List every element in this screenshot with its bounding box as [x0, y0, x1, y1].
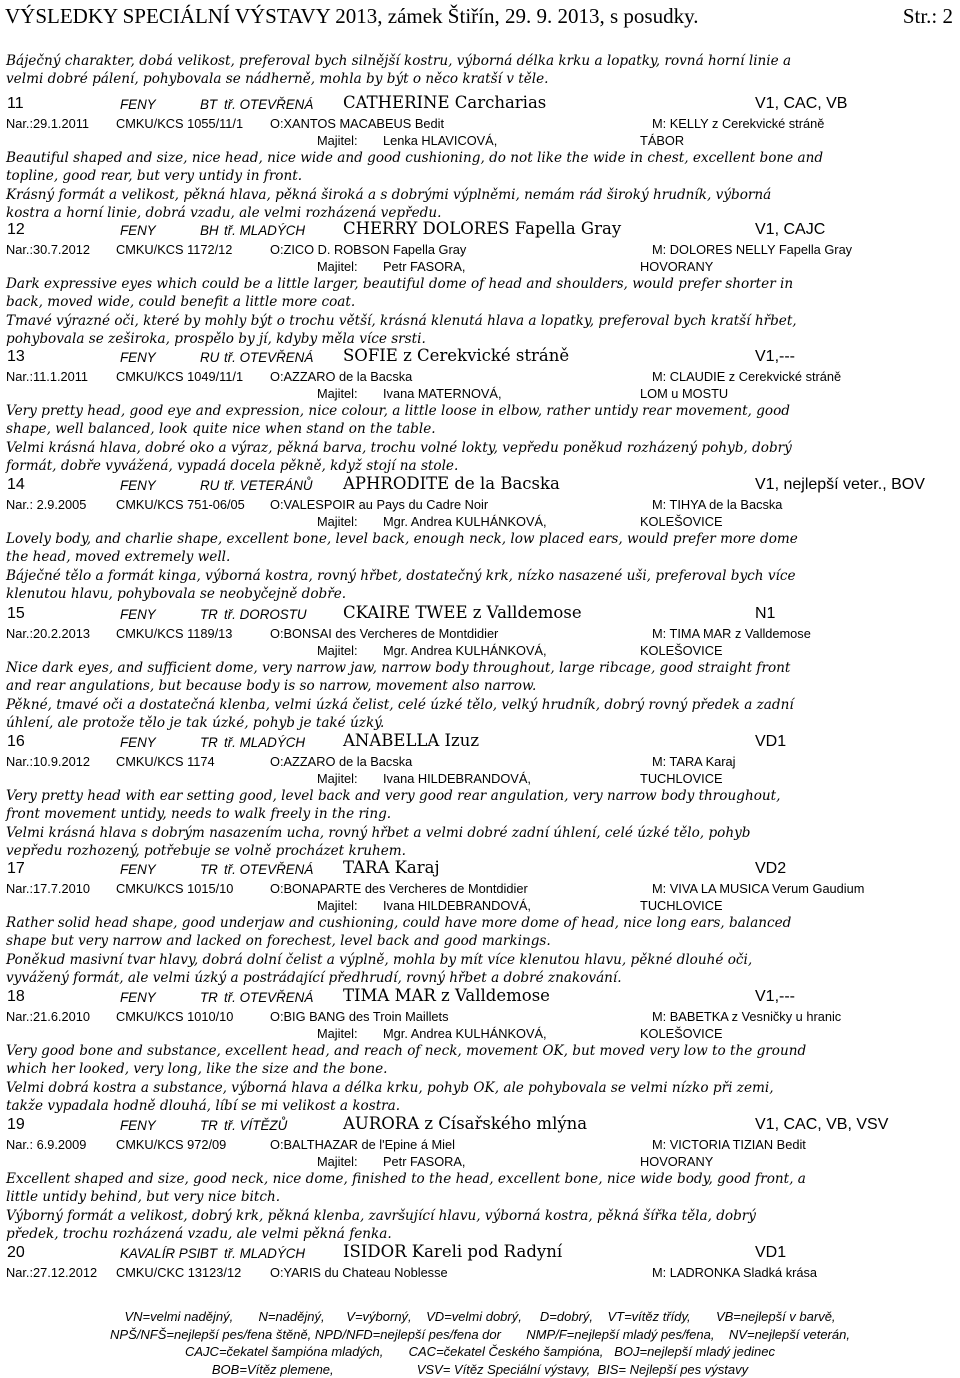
dam-name: M: TARA Karaj	[652, 754, 736, 769]
judge-critique	[6, 914, 956, 988]
birth-date: Nar.:29.1.2011	[6, 116, 90, 131]
birth-date: Nar.:17.7.2010	[6, 881, 90, 896]
critique-line: Excellent shaped and size, good neck, nice dome, finished to the head, excellent bone, nice wide body, good front, a	[6, 1171, 806, 1187]
registration-number: CMKU/KCS 1049/11/1	[116, 369, 244, 384]
dam-name: M: LADRONKA Sladká krása	[652, 1265, 817, 1280]
result-label: V1,---	[755, 988, 795, 1005]
critique-line: Lovely body, and charlie shape, excellent bone, level back, enough neck, low placed ears, would prefer more dome	[6, 531, 798, 547]
owner-name: Ivana MATERNOVÁ,	[383, 386, 502, 401]
birth-date: Nar.:21.6.2010	[6, 1009, 90, 1024]
result-label: V1, CAC, VB	[755, 95, 848, 112]
pedigree-row	[0, 1263, 960, 1283]
registration-number: CMKU/KCS 751-06/05	[116, 497, 245, 512]
critique-line: Very good bone and substance, excellent head, and reach of neck, movement OK, but moved very low to the ground	[6, 1043, 807, 1059]
owner-label: Majitel:	[317, 133, 358, 148]
sex-label: FENY	[120, 223, 156, 238]
entry-heading	[0, 219, 960, 242]
dog-name: CHERRY DOLORES Fapella Gray	[343, 219, 622, 238]
birth-date: Nar.:11.1.2011	[6, 369, 89, 384]
critique-line: topline, good rear, but very untidy in front.	[6, 168, 303, 185]
color-code: RU	[200, 478, 220, 493]
judge-critique	[6, 275, 956, 349]
dam-name: M: TIMA MAR z Valldemose	[652, 626, 811, 641]
catalog-number: 15	[7, 605, 25, 622]
dog-name: SOFIE z Cerekvické stráně	[343, 346, 570, 365]
result-label: VD1	[755, 733, 787, 750]
judge-critique	[6, 402, 956, 476]
owner-name: Lenka HLAVICOVÁ,	[383, 133, 498, 148]
birth-date: Nar.: 6.9.2009	[6, 1137, 87, 1152]
owner-place: KOLEŠOVICE	[640, 514, 723, 529]
legend-line: BOB=Vítěz plemene, VSV= Vítěz Speciální výstavy, BIS= Nejlepší pes výstavy	[211, 1361, 749, 1377]
sex-label: FENY	[120, 478, 156, 493]
critique-line: kostra a horní linie, dobrá vzadu, ale velmi rozházená vepředu.	[6, 205, 442, 222]
critique-line: klenutou hlavu, pohybovala se neobyčejně dobře.	[6, 586, 347, 603]
legend-line: VN=velmi nadějný, N=nadějný, V=výborný, VD=velmi dobrý, D=dobrý, VT=vítěz třídy, VB=nejlepší v barvě,	[124, 1309, 836, 1324]
registration-number: CMKU/KCS 1174	[116, 754, 215, 769]
registration-number: CMKU/CKC 13123/12	[116, 1265, 242, 1280]
owner-row	[0, 257, 960, 277]
critique-line: předek, trochu rozházená vzadu, ale velmi pěkná fenka.	[6, 1226, 392, 1243]
page-header	[5, 4, 953, 30]
color-code: BT	[200, 97, 218, 112]
owner-label: Majitel:	[317, 1154, 358, 1169]
registration-number: CMKU/KCS 1055/11/1	[116, 116, 244, 131]
owner-place: KOLEŠOVICE	[640, 643, 723, 658]
dog-name: ANABELLA Izuz	[343, 731, 480, 750]
critique-line: Poněkud masivní tvar hlavy, dobrá dolní čelist a výplně, mohla by mít více klenutou hlavu, pěkné dlouhé oči,	[6, 951, 753, 968]
sire-name: O:ZICO D. ROBSON Fapella Gray	[270, 242, 467, 257]
birth-date: Nar.:20.2.2013	[6, 626, 90, 641]
sire-name: O:XANTOS MACABEUS Bedit	[270, 116, 444, 131]
critique-line: Beautiful shaped and size, nice head, nice wide and good cushioning, do not like the wide in chest, excellent bone and	[6, 150, 824, 166]
page-number: Str.: 2	[902, 4, 953, 28]
sire-name: O:BIG BANG des Troin Maillets	[270, 1009, 449, 1024]
catalog-number: 12	[7, 221, 25, 238]
dog-name: TIMA MAR z Valldemose	[343, 986, 550, 1005]
sex-label: KAVALÍR PSI	[120, 1246, 201, 1261]
critique-line: Báječné tělo a formát kinga, výborná kostra, rovný hřbet, dostatečný krk, nízko nasazené uši, preferoval bych více	[6, 567, 796, 584]
registration-number: CMKU/KCS 1015/10	[116, 881, 234, 896]
critique-line: Velmi krásná hlava s dobrým nasazením ucha, rovný hřbet a velmi dobré zadní úhlení, celé úzké tělo, pohyb	[6, 824, 751, 841]
owner-label: Majitel:	[317, 898, 358, 913]
sire-name: O:VALESPOIR au Pays du Cadre Noir	[270, 497, 489, 512]
judge-critique	[6, 787, 956, 861]
class-label: tř. DOROSTU	[224, 607, 307, 622]
result-label: VD1	[755, 1244, 787, 1261]
critique-line: Dark expressive eyes which could be a little larger, beautiful dome of head and shoulders, would prefer shorter in	[6, 276, 794, 292]
sire-name: O:AZZARO de la Bacska	[270, 754, 413, 769]
sire-name: O:BONSAI des Vercheres de Montdidier	[270, 626, 499, 641]
color-code: TR	[200, 607, 218, 622]
entry-heading	[0, 93, 960, 116]
sex-label: FENY	[120, 607, 156, 622]
critique-line: back, moved wide, could benefit a little more coat.	[6, 294, 356, 311]
legend	[0, 1308, 960, 1378]
judge-critique	[6, 530, 956, 604]
owner-place: TUCHLOVICE	[640, 898, 723, 913]
critique-line: takže vypadala hodně dlouhá, líbí se mi velikost a kostra.	[6, 1098, 401, 1115]
critique-line: Krásný formát a velikost, pěkná hlava, pěkná široká a s dobrými výplněmi, nemám rád široký hrudník, výborná	[6, 186, 772, 203]
sex-label: FENY	[120, 862, 156, 877]
judge-critique	[6, 659, 956, 733]
entry-heading	[0, 603, 960, 626]
catalog-number: 17	[7, 860, 25, 877]
critique-line: Báječný charakter, dobá velikost, preferoval bych silnější kostru, výborná délka krku a lopatky, rovná horní linie a	[6, 53, 792, 69]
dam-name: M: VICTORIA TIZIAN Bedit	[652, 1137, 806, 1152]
result-label: V1, CAJC	[755, 221, 826, 238]
registration-number: CMKU/KCS 1189/13	[116, 626, 233, 641]
critique-line: Pěkné, tmavé oči a dostatečná klenba, velmi úzká čelist, celé úzké tělo, velký hrudník, dobrý rovný předek a zadní	[6, 696, 794, 713]
sex-label: FENY	[120, 1118, 156, 1133]
critique-line: Nice dark eyes, and sufficient dome, very narrow jaw, narrow body throughout, large ribcage, good straight front	[6, 660, 791, 676]
result-label: VD2	[755, 860, 787, 877]
result-label: V1, nejlepší veter., BOV	[755, 476, 925, 493]
sire-name: O:BONAPARTE des Vercheres de Montdidier	[270, 881, 528, 896]
owner-place: KOLEŠOVICE	[640, 1026, 723, 1041]
critique-line: Very pretty head with ear setting good, level back and very good rear angulation, very narrow body throughout,	[6, 788, 781, 804]
catalog-number: 20	[7, 1244, 25, 1261]
critique-line: the head, moved extremely well.	[6, 549, 231, 566]
critique-line: shape, well balanced, look quite nice when stand on the table.	[6, 421, 436, 438]
result-label: V1,---	[755, 348, 795, 365]
owner-label: Majitel:	[317, 771, 358, 786]
owner-name: Mgr. Andrea KULHÁNKOVÁ,	[383, 1026, 547, 1041]
class-label: tř. OTEVŘENÁ	[224, 862, 314, 877]
entry-heading	[0, 346, 960, 369]
critique-line: pohybovala se zeširoka, prospělo by jí, kdyby měla více srsti.	[6, 331, 426, 348]
sex-label: FENY	[120, 990, 156, 1005]
owner-place: LOM u MOSTU	[640, 386, 729, 401]
critique-line: formát, dobře vyvážená, vypadá docela pěkně, když stojí na stole.	[6, 458, 459, 475]
result-label: V1, CAC, VB, VSV	[755, 1116, 889, 1133]
owner-place: TUCHLOVICE	[640, 771, 723, 786]
dog-name: ISIDOR Kareli pod Radyní	[343, 1242, 563, 1261]
sire-name: O:AZZARO de la Bacska	[270, 369, 413, 384]
owner-row	[0, 1152, 960, 1172]
birth-date: Nar.:27.12.2012	[6, 1265, 98, 1280]
critique-line: and rear angulations, but because body is so narrow, movement also narrow.	[6, 678, 537, 695]
catalog-number: 14	[7, 476, 25, 493]
critique-line: Výborný formát a velikost, dobrý krk, pěkná klenba, završující hlavu, výborná kostra, pěkná šířka těla, dobrý	[6, 1207, 756, 1224]
critique-line: little untidy behind, but very nice bitch.	[6, 1189, 281, 1206]
color-code: TR	[200, 735, 218, 750]
owner-row	[0, 384, 960, 404]
owner-name: Ivana HILDEBRANDOVÁ,	[383, 898, 531, 913]
sex-label: FENY	[120, 97, 156, 112]
critique-line: vyvážený formát, ale velmi úzký a postrádající předhrudí, rovný hřbet a dobré znakování.	[6, 970, 622, 987]
entry-heading	[0, 474, 960, 497]
catalog-number: 13	[7, 348, 25, 365]
class-label: tř. VÍTĚZŮ	[224, 1118, 288, 1133]
owner-name: Mgr. Andrea KULHÁNKOVÁ,	[383, 514, 547, 529]
legend-line: CAJC=čekatel šampióna mladých, CAC=čekatel Českého šampióna, BOJ=nejlepší mladý jedinec	[185, 1344, 775, 1359]
dog-name: CKAIRE TWEE z Valldemose	[343, 603, 582, 622]
owner-row	[0, 512, 960, 532]
catalog-number: 16	[7, 733, 25, 750]
owner-label: Majitel:	[317, 1026, 358, 1041]
dog-name: CATHERINE Carcharias	[343, 93, 547, 112]
page-title: VÝSLEDKY SPECIÁLNÍ VÝSTAVY 2013, zámek Štiřín, 29. 9. 2013, s posudky.	[5, 4, 699, 28]
entry-heading	[0, 731, 960, 754]
color-code: TR	[200, 862, 218, 877]
critique-line: which her looked, very long, like the size and the bone.	[6, 1061, 388, 1078]
class-label: tř. OTEVŘENÁ	[224, 990, 314, 1005]
critique-line: Velmi krásná hlava, dobré oko a výraz, pěkná barva, trochu volné lokty, vepředu poněkud rozházený pohyb, dobrý	[6, 439, 792, 456]
critique-line: front movement untidy, needs to walk freely in the ring.	[6, 806, 392, 823]
owner-name: Petr FASORA,	[383, 259, 466, 274]
critique-line: Very pretty head, good eye and expression, nice colour, a little loose in elbow, rather untidy rear movement, good	[6, 403, 790, 419]
sire-name: O:YARIS du Chateau Noblesse	[270, 1265, 448, 1280]
registration-number: CMKU/KCS 1172/12	[116, 242, 233, 257]
dam-name: M: CLAUDIE z Cerekvické stráně	[652, 369, 842, 384]
class-label: tř. OTEVŘENÁ	[224, 350, 314, 365]
owner-label: Majitel:	[317, 514, 358, 529]
birth-date: Nar.:30.7.2012	[6, 242, 90, 257]
catalog-number: 11	[7, 95, 24, 112]
critique-line: shape but very narrow and lacked on forechest, level back and good markings.	[6, 933, 551, 950]
class-label: tř. MLADÝCH	[224, 1246, 306, 1261]
owner-name: Ivana HILDEBRANDOVÁ,	[383, 771, 531, 786]
class-label: tř. MLADÝCH	[224, 735, 306, 750]
critique-line: velmi dobré pálení, pohybovala se nádherně, mohla by být o něco kratší v těle.	[6, 71, 549, 87]
dam-name: M: VIVA LA MUSICA Verum Gaudium	[652, 881, 865, 896]
dam-name: M: BABETKA z Vesničky u hranic	[652, 1009, 842, 1024]
dam-name: M: KELLY z Cerekvické stráně	[652, 116, 825, 131]
dam-name: M: DOLORES NELLY Fapella Gray	[652, 242, 853, 257]
class-label: tř. OTEVŘENÁ	[224, 97, 314, 112]
owner-row	[0, 131, 960, 151]
entry-heading	[0, 1242, 960, 1265]
entry-heading	[0, 858, 960, 881]
judge-critique	[6, 1170, 956, 1244]
owner-label: Majitel:	[317, 259, 358, 274]
owner-label: Majitel:	[317, 386, 358, 401]
owner-label: Majitel:	[317, 643, 358, 658]
registration-number: CMKU/KCS 972/09	[116, 1137, 227, 1152]
owner-name: Petr FASORA,	[383, 1154, 466, 1169]
critique-line: Velmi dobrá kostra a substance, výborná hlava a délka krku, pohyb OK, ale pohybovala se velmi nízko při zemi,	[6, 1079, 774, 1096]
owner-row	[0, 769, 960, 789]
critique-line: Tmavé výrazné oči, které by mohly být o trochu větší, krásná klenutá hlava a lopatky, preferoval bych kratší hřbet,	[6, 312, 797, 329]
color-code: BT	[200, 1246, 218, 1261]
critique-line: úhlení, ale protože tělo je tak úzké, pohyb je také úzký.	[6, 715, 385, 732]
dog-name: TARA Karaj	[343, 858, 440, 877]
dam-name: M: TIHYA de la Bacska	[652, 497, 783, 512]
intro-critique	[6, 52, 791, 88]
owner-row	[0, 896, 960, 916]
owner-row	[0, 641, 960, 661]
owner-row	[0, 1024, 960, 1044]
color-code: BH	[200, 223, 219, 238]
critique-line: Rather solid head shape, good underjaw and cushioning, could have more dome of head, nice long ears, balanced	[6, 915, 792, 931]
class-label: tř. MLADÝCH	[224, 223, 306, 238]
entry-heading	[0, 1114, 960, 1137]
owner-name: Mgr. Andrea KULHÁNKOVÁ,	[383, 643, 547, 658]
sire-name: O:BALTHAZAR de l'Epine á Miel	[270, 1137, 455, 1152]
sex-label: FENY	[120, 735, 156, 750]
owner-place: TÁBOR	[640, 133, 685, 148]
sex-label: FENY	[120, 350, 156, 365]
legend-line: NPŠ/NFŠ=nejlepší pes/fena štěně, NPD/NFD=nejlepší pes/fena dor NMP/F=nejlepší mladý pes/fena, NV=nejlepší veterán,	[110, 1326, 850, 1342]
dog-name: APHRODITE de la Bacska	[343, 474, 560, 493]
birth-date: Nar.:10.9.2012	[6, 754, 90, 769]
class-label: tř. VETERÁNŮ	[224, 478, 313, 493]
birth-date: Nar.: 2.9.2005	[6, 497, 87, 512]
color-code: TR	[200, 990, 218, 1005]
entry-heading	[0, 986, 960, 1009]
catalog-number: 19	[7, 1116, 25, 1133]
registration-number: CMKU/KCS 1010/10	[116, 1009, 234, 1024]
dog-name: AURORA z Císařského mlýna	[343, 1114, 588, 1133]
catalog-number: 18	[7, 988, 25, 1005]
result-label: N1	[755, 605, 776, 622]
owner-place: HOVORANY	[640, 1154, 714, 1169]
color-code: RU	[200, 350, 220, 365]
owner-place: HOVORANY	[640, 259, 714, 274]
judge-critique	[6, 149, 956, 223]
judge-critique	[6, 1042, 956, 1116]
color-code: TR	[200, 1118, 218, 1133]
critique-line: vepředu rozhozený, potřebuje se volně procházet kruhem.	[6, 843, 406, 860]
